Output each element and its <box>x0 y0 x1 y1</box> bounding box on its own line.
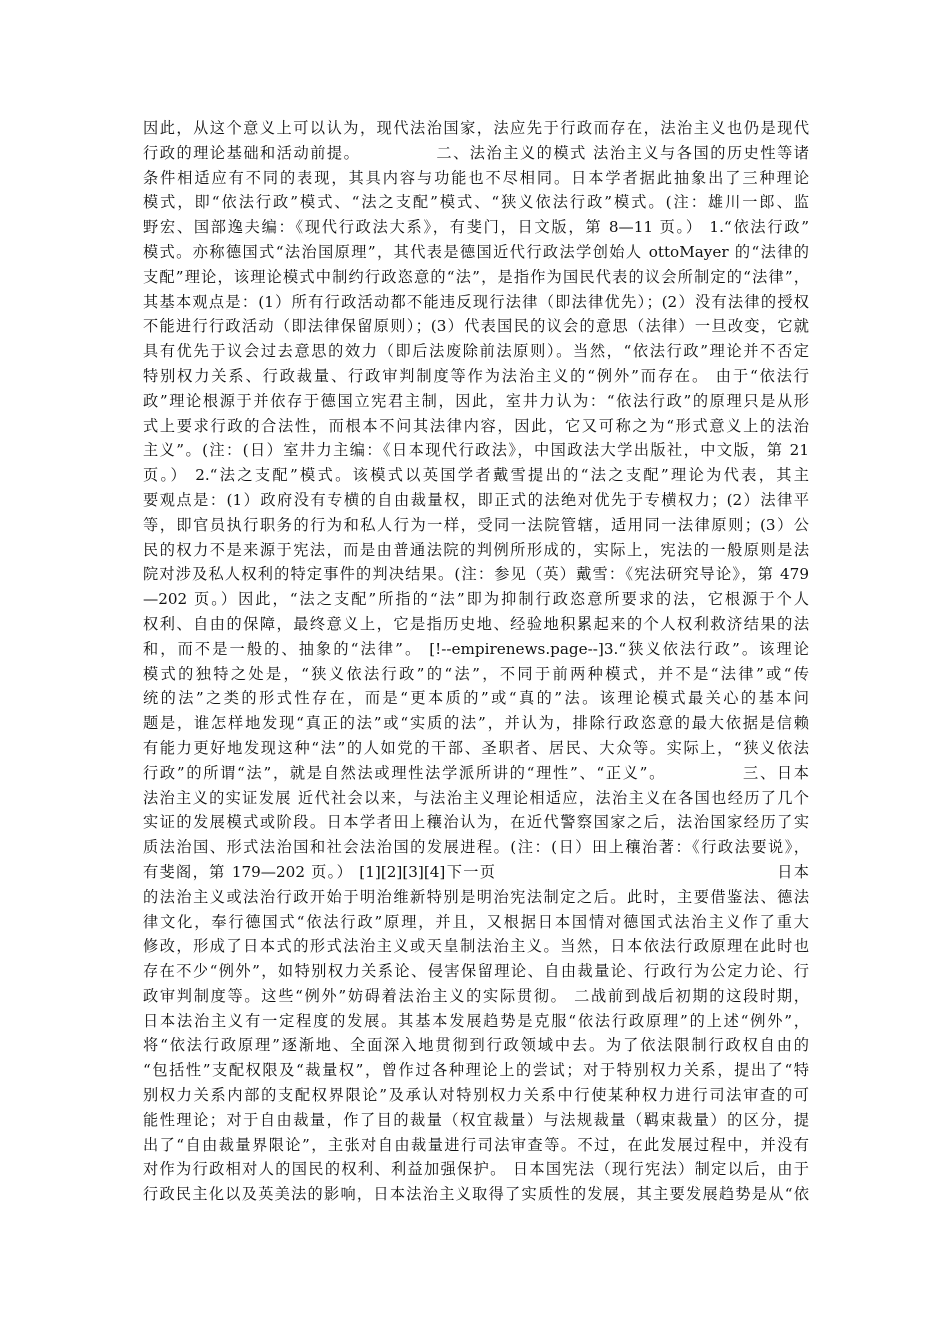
text-line: 特别权力关系、行政裁量、行政审判制度等作为法治主义的“例外”而存在。 由于“依法行 <box>143 366 809 385</box>
text-line: 行政的理论基础和活动前提。 二、法治主义的模式 法治主义与各国的历史性等诸 <box>143 143 809 162</box>
text-line: 律文化，奉行德国式“依法行政”原理，并且，又根据日本国情对德国式法治主义作了重大 <box>143 912 809 931</box>
text-line: 将“依法行政原理”逐渐地、全面深入地贯彻到行政领域中去。为了依法限制行政权自由的 <box>143 1036 809 1055</box>
text-line: 模式。亦称德国式“法治国原理”，其代表是德国近代行政法学创始人 ottoMayer 的“法律的 <box>143 242 809 261</box>
text-line: 行政”的所谓“法”，就是自然法或理性法学派所讲的“理性”、“正义”。 三、日本 <box>143 763 809 782</box>
text-line: 因此，从这个意义上可以认为，现代法治国家，法应先于行政而存在，法治主义也仍是现代 <box>143 119 809 137</box>
text-line: 政审判制度等。这些“例外”妨碍着法治主义的实际贯彻。 二战前到战后初期的这段时期， <box>143 986 809 1005</box>
text-line: 模式的独特之处是，“狭义依法行政”的“法”，不同于前两种模式，并不是“法律”或“传 <box>143 664 809 683</box>
text-line: 条件相适应有不同的表现，其具内容与功能也不尽相同。日本学者据此抽象出了三种理论 <box>143 168 809 187</box>
text-line: 行政民主化以及英美法的影响，日本法治主义取得了实质性的发展，其主要发展趋势是从“依 <box>143 1185 809 1204</box>
text-line: 要观点是：(1）政府没有专横的自由裁量权，即正式的法绝对优先于专横权力；(2）法律平 <box>143 490 809 509</box>
text-line: 和，而不是一般的、抽象的“法律”。 [!--empirenews.page--]3.“狭义依法行政”。该理论 <box>143 639 809 658</box>
text-line: 存在不少“例外”，如特别权力关系论、侵害保留理论、自由裁量论、行政行为公定力论、行 <box>143 962 809 981</box>
text-line: 院对涉及私人权利的特定事件的判决结果。(注：参见（英）戴雪：《宪法研究导论》，第 479 <box>143 565 809 584</box>
text-line: 民的权力不是来源于宪法，而是由普通法院的判例所形成的，实际上，宪法的一般原则是法 <box>143 540 809 559</box>
text-line: 权利、自由的保障，最终意义上，它是指历史地、经验地积累起来的个人权利救济结果的法 <box>143 614 809 633</box>
text-line: “包括性”支配权限及“裁量权”，曾作过各种理论上的尝试；对于特别权力关系，提出了“特 <box>143 1061 809 1080</box>
text-line: 的法治主义或法治行政开始于明治维新特别是明治宪法制定之后。此时，主要借鉴法、德法 <box>143 887 809 906</box>
text-line: 主义”。(注：(日）室井力主编：《日本现代行政法》，中国政法大学出版社，中文版，第 21 <box>143 441 809 460</box>
text-line: 别权力关系内部的支配权界限论”及承认对特别权力关系中行使某种权力进行司法审查的可 <box>143 1086 809 1105</box>
text-line: 页。） 2.“法之支配”模式。该模式以英国学者戴雪提出的“法之支配”理论为代表，其主 <box>143 466 809 485</box>
text-line: 政”理论根源于并依存于德国立宪君主制，因此，室井力认为：“依法行政”的原理只是从形 <box>143 391 809 410</box>
text-line: 法治主义的实证发展 近代社会以来，与法治主义理论相适应，法治主义在各国也经历了几个 <box>143 788 809 807</box>
text-line: 修改，形成了日本式的形式法治主义或天皇制法治主义。当然，日本依法行政原理在此时也 <box>143 937 809 956</box>
text-line: 等，即官员执行职务的行为和私人行为一样，受同一法院管辖，适用同一法律原则；(3）公 <box>143 515 809 534</box>
text-line: 统的法”之类的形式性存在，而是“更本质的”或“真的”法。该理论模式最关心的基本问 <box>143 689 809 708</box>
text-line: 有能力更好地发现这种“法”的人如党的干部、圣职者、居民、大众等。实际上，“狭义依法 <box>143 738 809 757</box>
text-line: 式上要求行政的合法性，而根本不问其法律内容，因此，它又可称之为“形式意义上的法治 <box>143 416 809 435</box>
body-text <box>143 116 809 1207</box>
text-line: 其基本观点是：(1）所有行政活动都不能违反现行法律（即法律优先）；(2）没有法律的授权 <box>143 292 809 311</box>
text-line: 有斐阁，第 179—202 页。） [1][2][3][4]下一页 日本 <box>143 862 809 881</box>
text-line: 不能进行行政活动（即法律保留原则）；(3）代表国民的议会的意思（法律）一旦改变，它就 <box>143 317 809 336</box>
text-line: 出了“自由裁量界限论”，主张对自由裁量进行司法审查等。不过，在此发展过程中，并没有 <box>143 1135 809 1154</box>
text-line: 质法治国、形式法治国和社会法治国的发展进程。(注：(日）田上穰治著：《行政法要说》， <box>143 838 809 857</box>
text-line: 题是，谁怎样地发现“真正的法”或“实质的法”，并认为，排除行政恣意的最大依据是信赖 <box>143 714 809 733</box>
text-line: 实证的发展模式或阶段。日本学者田上穰治认为，在近代警察国家之后，法治国家经历了实 <box>143 813 809 832</box>
text-line: 日本法治主义有一定程度的发展。其基本发展趋势是克服“依法行政原理”的上述“例外”， <box>143 1011 809 1030</box>
text-line: 具有优先于议会过去意思的效力（即后法废除前法原则）。当然，“依法行政”理论并不否定 <box>143 342 809 361</box>
text-line: 支配”理论，该理论模式中制约行政恣意的“法”，是指作为国民代表的议会所制定的“法律”， <box>143 267 809 286</box>
text-line: 模式，即“依法行政”模式、“法之支配”模式、“狭义依法行政”模式。(注：雄川一郎、监 <box>143 193 809 212</box>
text-line: 能性理论；对于自由裁量，作了目的裁量（权宜裁量）与法规裁量（羁束裁量）的区分，提 <box>143 1110 809 1129</box>
text-line: —202 页。）因此，“法之支配”所指的“法”即为抑制行政恣意所要求的法，它根源于个人 <box>143 590 809 609</box>
text-line: 野宏、国部逸夫编：《现代行政法大系》，有斐门，日文版，第 8—11 页。） 1.“依法行政” <box>143 218 809 237</box>
text-line: 对作为行政相对人的国民的权利、利益加强保护。 日本国宪法（现行宪法）制定以后，由于 <box>143 1160 809 1179</box>
